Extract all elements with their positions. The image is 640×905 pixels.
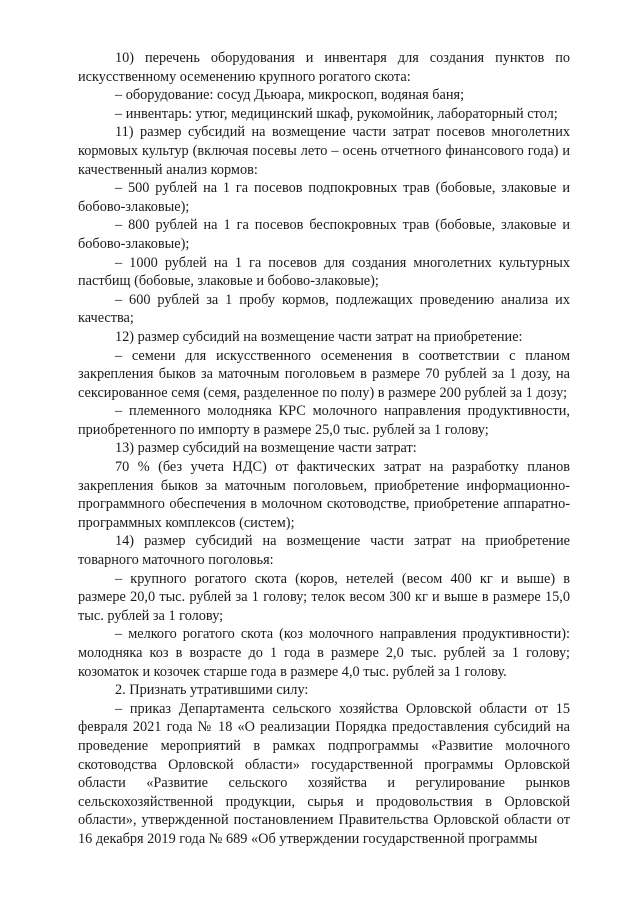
repealed-order-item: – приказ Департамента сельского хозяйства Орловской области от 15 февраля 2021 года № 18 «О реализации Порядка предоставления субсидий на проведение мероприятий в рамках подпрограммы «Развитие молочного скотоводства Орловской области» государственной программы Орловской области «Развитие сельского хозяйства и регулирование рынков сельскохозяйственной продукции, сырья и продовольствия в Орловской области», утвержденной постановлением Правительства Орловской области от 16 декабря 2019 года № 689 «Об утверждении государственной программы	[78, 700, 570, 847]
section-2-heading: 2. Признать утратившими силу:	[115, 682, 309, 699]
breeding-stock-item: – племенного молодняка КРС молочного направления продуктивности, приобретенного по импорту в размере 25,0 тыс. рублей за 1 голову;	[78, 403, 570, 438]
equipment-item: – оборудование: сосуд Дьюара, микроскоп, водяная баня;	[115, 87, 465, 104]
paragraph-item-11: 11) размер субсидий на возмещение части затрат посевов многолетних кормовых культур (включая посевы лето – осень отчетного финансового года) и качественный анализ кормов:	[78, 124, 570, 178]
semen-item: – семени для искусственного осеменения в соответствии с планом закрепления быков за маточным поголовьем в размере 70 рублей за 1 дозу, на сексированное семя (семя, разделенное по полу) в размере 200 рублей за 1 дозу;	[78, 347, 570, 401]
goats-item: – мелкого рогатого скота (коз молочного направления продуктивности): молодняка коз в возрасте до 1 года в размере 2,0 тыс. рублей за 1 голову; козоматок и козочек старше года в размере 4,0 тыс. рублей за 1 голову.	[78, 626, 570, 680]
inventory-item: – инвентарь: утюг, медицинский шкаф, рукомойник, лабораторный стол;	[115, 105, 558, 122]
software-costs-item: 70 % (без учета НДС) от фактических затрат на разработку планов закрепления быков за маточным поголовьем, приобретение информационно-программного обеспечения в молочном скотоводстве, приобретение аппаратно-программных комплексов (систем);	[78, 459, 570, 531]
cattle-item: – крупного рогатого скота (коров, нетелей (весом 400 кг и выше) в размере 20,0 тыс. рублей за 1 голову; телок весом 300 кг и выше в размере 15,0 тыс. рублей за 1 голову;	[78, 570, 570, 624]
subsidy-1000-item: – 1000 рублей на 1 га посевов для создания многолетних культурных пастбищ (бобовые, злаковые и бобово-злаковые);	[78, 254, 570, 290]
paragraph-item-10: 10) перечень оборудования и инвентаря для создания пунктов по искусственному осеменению крупного рогатого скота:	[78, 50, 570, 85]
subsidy-800-item: – 800 рублей на 1 га посевов беспокровных трав (бобовые, злаковые и бобово-злаковые);	[78, 217, 570, 252]
paragraph-item-14: 14) размер субсидий на возмещение части затрат на приобретение товарного маточного поголовья:	[78, 533, 570, 569]
subsidy-600-item: – 600 рублей за 1 пробу кормов, подлежащих проведению анализа их качества;	[78, 291, 570, 327]
subsidy-500-item: – 500 рублей на 1 га посевов подпокровных трав (бобовые, злаковые и бобово-злаковые);	[78, 180, 570, 215]
paragraph-item-13: 13) размер субсидий на возмещение части затрат:	[115, 440, 417, 457]
paragraph-item-12: 12) размер субсидий на возмещение части затрат на приобретение:	[115, 328, 523, 345]
